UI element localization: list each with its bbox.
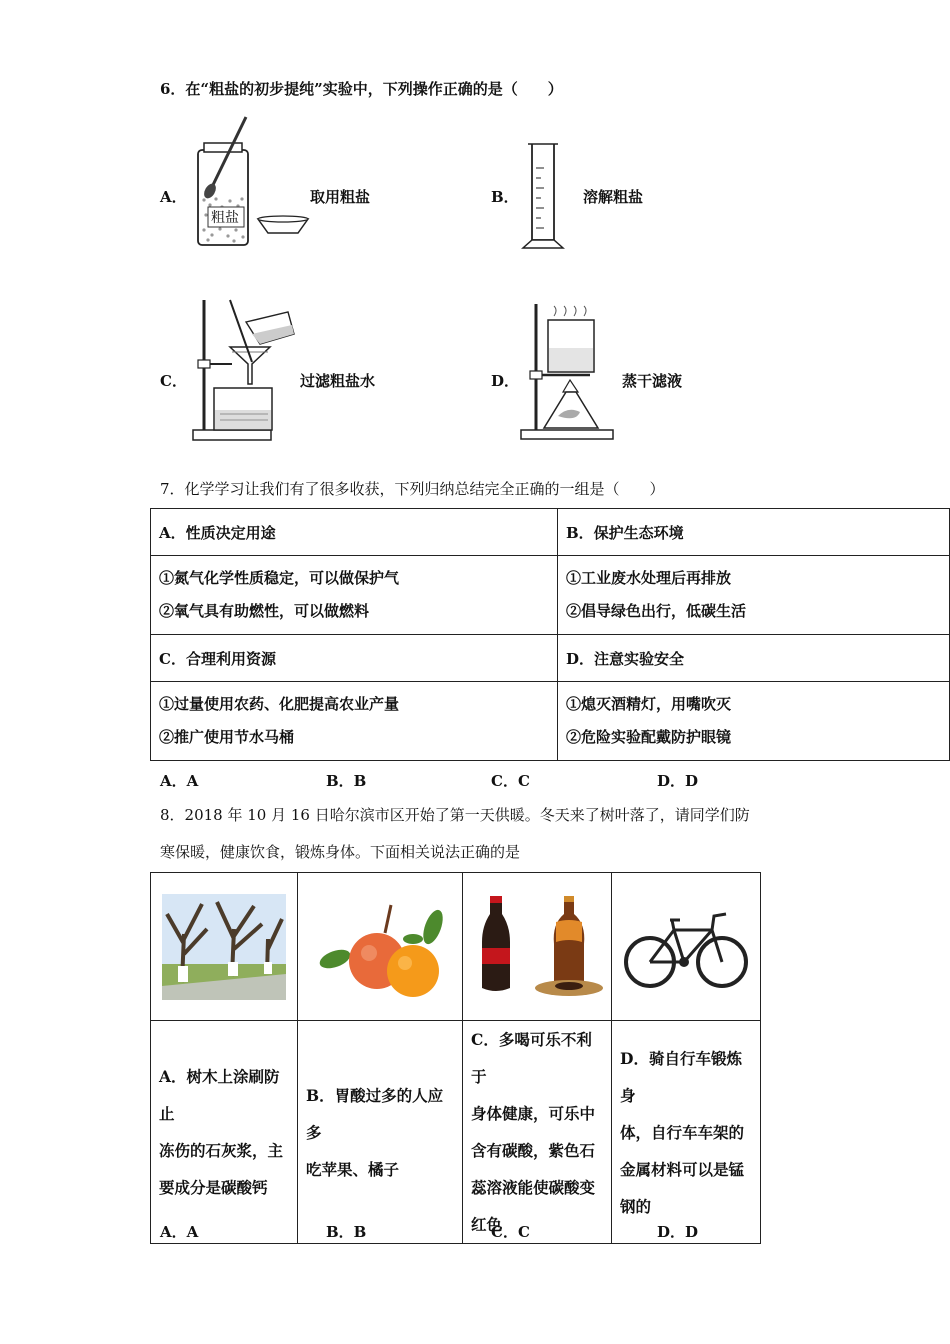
q8-d-line-3: 金属材料可以是锰 xyxy=(620,1159,745,1179)
evaporation-setup-icon xyxy=(518,300,618,445)
q8-d-line-1: D．骑自行车锻炼身 xyxy=(620,1048,742,1105)
q8-image-cell-d xyxy=(612,873,761,1021)
q8-stem-line-1: 8．2018 年 10 月 16 日哈尔滨市区开始了第一天供暖。冬天来了树叶落了，请同学们防 xyxy=(160,806,750,824)
q7-cell-c-head: C．合理利用资源 xyxy=(151,635,558,682)
q8-image-cell-c xyxy=(463,873,612,1021)
q7-stem: 7．化学学习让我们有了很多收获，下列归纳总结完全正确的一组是（ ） xyxy=(160,480,665,498)
q7-cell-b-head: B．保护生态环境 xyxy=(558,509,950,556)
q6-option-b-letter: B． xyxy=(491,188,519,206)
cola-bottles-image xyxy=(472,892,602,1002)
q8-table xyxy=(150,872,761,1244)
q7-a-line-2: ②氧气具有助燃性，可以做燃料 xyxy=(159,602,370,620)
q8-c-line-2: 身体健康，可乐中 xyxy=(471,1104,596,1123)
q8-a-line-2: 冻伤的石灰浆，主 xyxy=(159,1141,284,1160)
q8-answer-a[interactable]: A．A xyxy=(160,1223,199,1241)
q7-b-line-1: ①工业废水处理后再排放 xyxy=(566,569,732,587)
q8-answer-d[interactable]: D．D xyxy=(657,1223,699,1241)
q8-answer-c[interactable]: C．C xyxy=(491,1223,530,1241)
q8-image-cell-a xyxy=(151,873,298,1021)
q7-answer-b[interactable]: B．B xyxy=(326,772,367,790)
q8-a-line-1: A．树木上涂刷防止 xyxy=(159,1067,280,1123)
q6-option-b-caption: 溶解粗盐 xyxy=(583,188,644,206)
q6-option-c-caption: 过滤粗盐水 xyxy=(300,372,376,390)
q8-stem-line-2: 寒保暖，健康饮食，锻炼身体。下面相关说法正确的是 xyxy=(160,843,521,861)
q7-d-line-1: ①熄灭酒精灯，用嘴吹灭 xyxy=(566,695,732,713)
q8-option-a xyxy=(151,1021,298,1244)
q7-answer-c[interactable]: C．C xyxy=(491,772,530,790)
apple-orange-image xyxy=(305,887,455,1007)
q8-image-cell-b xyxy=(298,873,463,1021)
q6-stem: 6．在“粗盐的初步提纯”实验中，下列操作正确的是（ ） xyxy=(160,80,563,98)
q7-d-line-2: ②危险实验配戴防护眼镜 xyxy=(566,728,732,746)
q7-b-line-2: ②倡导绿色出行，低碳生活 xyxy=(566,602,747,620)
q6-option-c-letter: C． xyxy=(160,372,187,390)
bicycle-image xyxy=(622,902,750,992)
q6-option-d-letter: D． xyxy=(491,372,520,390)
graduated-cylinder-icon xyxy=(518,138,568,253)
q8-c-line-5: 红色 xyxy=(471,1215,503,1234)
trees-image xyxy=(162,894,286,1000)
filtration-setup-icon xyxy=(190,292,300,444)
q6-option-a-caption: 取用粗盐 xyxy=(310,188,371,206)
q7-answer-a[interactable]: A．A xyxy=(160,772,199,790)
q7-cell-a-head: A．性质决定用途 xyxy=(151,509,558,556)
q8-b-line-2: 吃苹果、橘子 xyxy=(306,1159,400,1179)
q7-cell-d-body xyxy=(558,682,950,761)
q7-c-line-2: ②推广使用节水马桶 xyxy=(159,728,295,746)
q8-d-line-2: 体，自行车车架的 xyxy=(620,1122,745,1142)
q8-option-c xyxy=(463,1021,612,1244)
reagent-bottle-icon xyxy=(190,115,315,250)
q7-cell-c-body xyxy=(151,682,558,761)
q7-cell-b-body xyxy=(558,556,950,635)
q8-option-d xyxy=(612,1021,761,1244)
q8-answer-b[interactable]: B．B xyxy=(326,1223,367,1241)
q7-c-line-1: ①过量使用农药、化肥提高农业产量 xyxy=(159,695,400,713)
q7-cell-a-body xyxy=(151,556,558,635)
q8-option-b xyxy=(298,1021,463,1244)
q6-option-d-caption: 蒸干滤液 xyxy=(622,372,683,390)
q8-c-line-4: 蕊溶液能使碳酸变 xyxy=(471,1178,596,1197)
q8-d-line-4: 钢的 xyxy=(620,1196,652,1216)
q7-a-line-1: ①氮气化学性质稳定，可以做保护气 xyxy=(159,569,400,587)
q8-c-line-3: 含有碳酸，紫色石 xyxy=(471,1141,596,1160)
q7-table xyxy=(150,508,950,761)
bottle-label-text: 粗盐 xyxy=(211,210,239,226)
q8-a-line-3: 要成分是碳酸钙 xyxy=(159,1178,268,1197)
q7-cell-d-head: D．注意实验安全 xyxy=(558,635,950,682)
q8-b-line-1: B．胃酸过多的人应多 xyxy=(306,1085,444,1142)
q6-option-a-letter: A． xyxy=(160,188,187,206)
q8-c-line-1: C．多喝可乐不利于 xyxy=(471,1030,592,1086)
q7-answer-d[interactable]: D．D xyxy=(657,772,699,790)
